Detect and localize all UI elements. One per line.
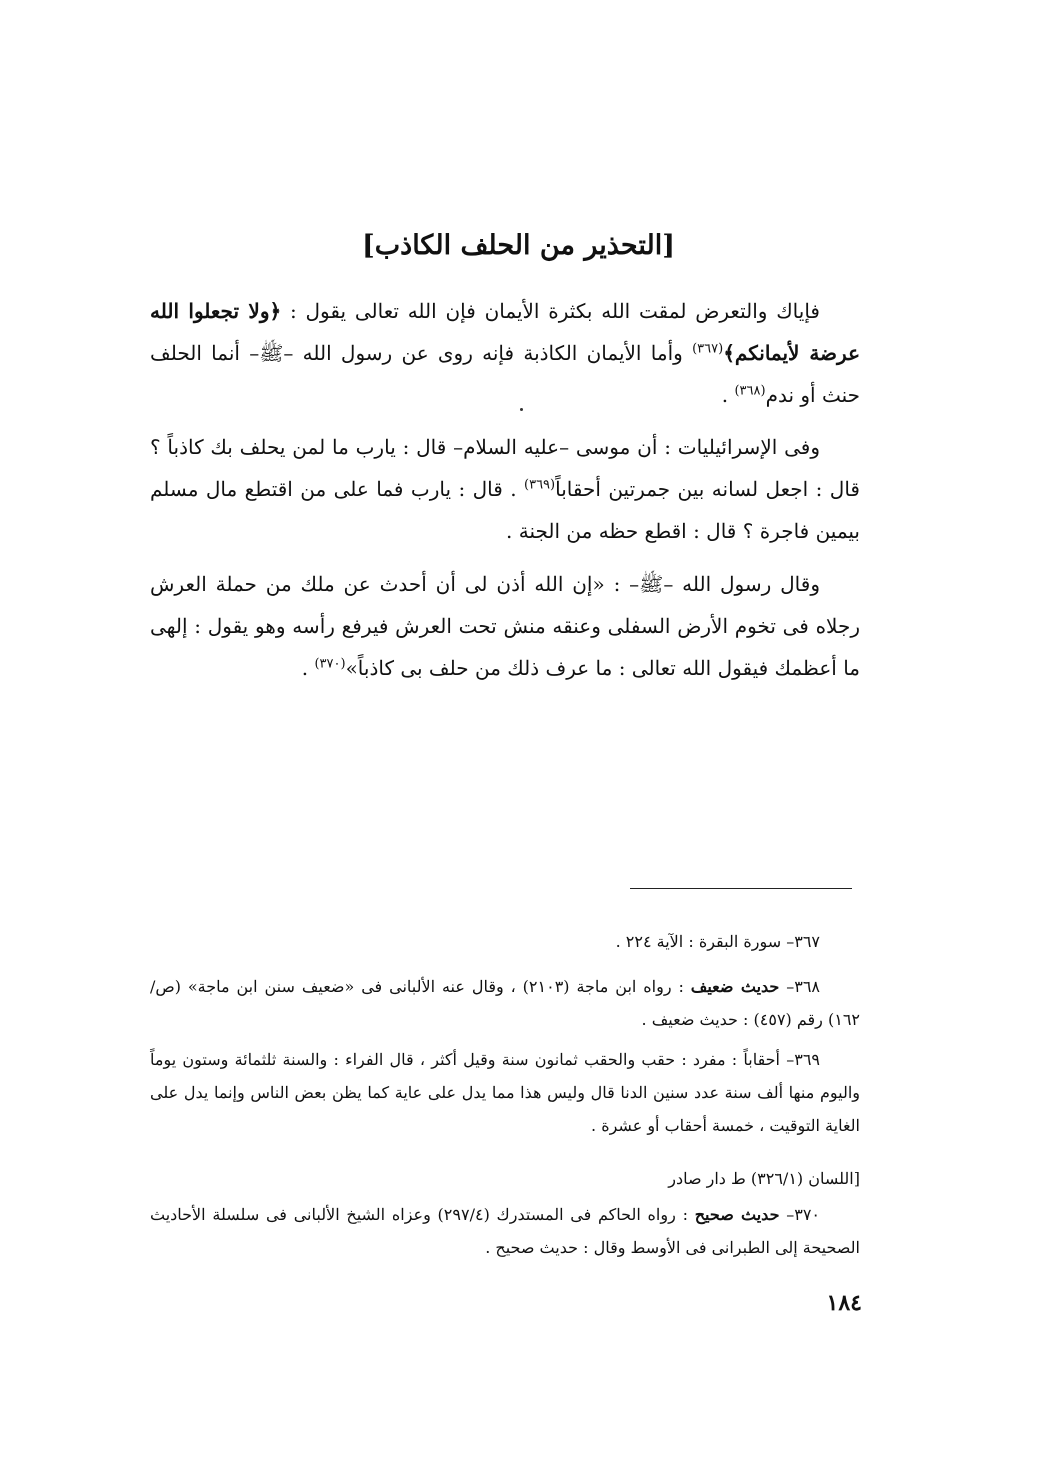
footnote-369-source: [اللسان (٣٢٦/١) ط دار صادر [668,1169,860,1188]
footnote-370-grade: حديث صحيح [694,1205,780,1224]
footnote-ref-367: (٣٦٧) [692,341,724,357]
section-title: [التحذير من الحلف الكاذب] [361,230,675,261]
paragraph-1-text-a: فإياك والتعرض لمقت الله بكثرة الأيمان فإن الله تعالى يقول : [281,299,820,323]
paragraph-3-text-a: وقال رسول الله –ﷺ– : «إن الله أذن لى أن أحدث عن ملك من حملة العرش رجلاه فى تخوم الأرض السفلى وعنقه منش تحت العرش فيرفع رأسه وهو يقول : إلهى ما أعظمك فيقول الله تعالى : ما عرف ذلك من حلف بى كاذباً» [150,572,860,680]
paragraph-2 [150,426,860,552]
paragraph-3-text-b: . [301,656,315,680]
footnote-ref-368: (٣٦٨) [734,383,766,399]
footnote-370-text: : رواه الحاكم فى المستدرك (٢٩٧/٤) وعزاه الشيخ الألبانى فى سلسلة الأحاديث الصحيحة إلى الطبرانى فى الأوسط وقال : حديث صحيح . [150,1205,860,1257]
footnote-ref-370: (٣٧٠) [314,656,346,672]
stray-mark [520,408,523,411]
paragraph-3 [150,563,860,689]
page-number: ١٨٤ [826,1290,862,1316]
footnote-separator [630,888,852,889]
footnote-369 [150,1043,860,1142]
paragraph-1-text-b: وأما الأيمان الكاذبة فإنه روى عن رسول الله –ﷺ– أنما الحلف حنث أو ندم [150,341,860,407]
footnote-368 [150,970,860,1036]
paragraph-2-text-a: وفى الإسرائيليات : أن موسى –عليه السلام– قال : يارب ما لمن يحلف بك كاذباً ؟ قال : اجعل لسانه بين جمرتين أحقاباً [150,435,860,501]
paragraph-1-text-c: . [721,383,735,407]
footnote-ref-369: (٣٦٩) [524,477,556,493]
footnote-370-number: ٣٧٠– [779,1205,821,1224]
footnote-368-number: ٣٦٨– [779,977,821,996]
footnote-367 [150,925,860,958]
footnote-368-text: : رواه ابن ماجة (٢١٠٣) ، وقال عنه الألبانى فى «ضعيف سنن ابن ماجة» (ص/١٦٢) رقم (٤٥٧) : حديث ضعيف . [150,977,860,1029]
footnote-368-grade: حديث ضعيف [690,977,780,996]
quran-quote: ﴿ولا تجعلوا الله عرضة لأيمانكم﴾ [150,299,861,365]
footnote-367-text: ٣٦٧– سورة البقرة : الآية ٢٢٤ . [615,932,820,951]
footnote-370 [150,1198,860,1264]
footnote-369-text: ٣٦٩– أحقاباً : مفرد : حقب والحقب ثمانون سنة وقيل أكثر ، قال الفراء : والسنة ثلثمائة وستون يوماً واليوم منها ألف سنة عدد سنين الدنا قال وليس هذا مما يدل على عاية كما يظن بعض الناس وإنما يدل على الغاية التوقيت ، خمسة أحقاب أو عشرة . [150,1050,860,1135]
paragraph-2-text-b: . قال : يارب فما على من اقتطع مال مسلم بيمين فاجرة ؟ قال : اقطع حظه من الجنة . [150,477,860,543]
paragraph-1 [150,290,860,416]
